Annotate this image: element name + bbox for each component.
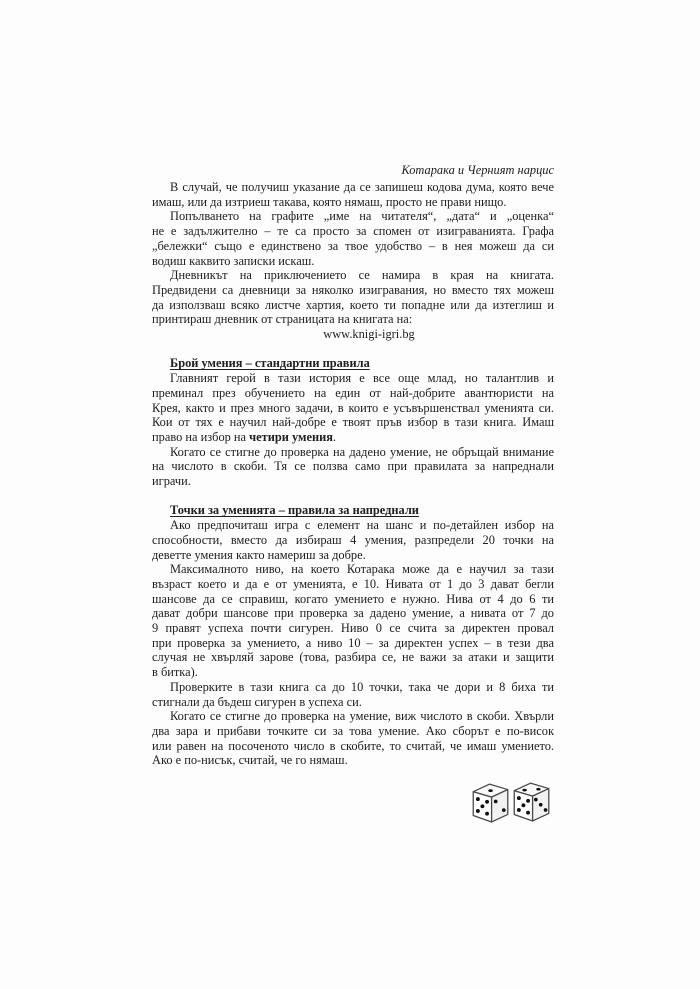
text-line: случая не хвърляй зарове (това, разбира се, не важи за атаки и защити <box>152 650 554 665</box>
dice-illustration <box>466 780 556 824</box>
text-line: на числото в скоби. Тя се ползва само при правилата за напреднали <box>152 459 554 474</box>
text-line: Кои от тях е научил най-добре е твоят пръв избор в тази книга. Имаш <box>152 415 554 430</box>
text-line: водиш каквито записки искаш. <box>152 253 315 268</box>
text-line: имаш, или да изтриеш такава, която нямаш, просто не прави нищо. <box>152 194 507 209</box>
text-line: Ако предпочиташ игра с елемент на шанс и по-детайлен избор на <box>170 518 554 533</box>
paragraph <box>152 518 554 562</box>
text-line: Попълването на графите „име на читателя“, „дата“ и „оценка“ <box>170 209 554 224</box>
text-line: или равен на посоченото число в скобите, то считай, че имаш умението. <box>152 738 554 753</box>
running-head: Котарака и Черният нарцис <box>401 163 554 177</box>
paragraph <box>152 180 554 209</box>
text-line: Главният герой в тази история е все още млад, но талантлив и <box>170 371 554 386</box>
text-line: преминал през обучението на един от най-добрите авантюристи на <box>152 385 554 400</box>
section-heading: Точки за уменията – правила за напреднали <box>170 503 419 518</box>
text-line: Дневникът на приключението се намира в края на книгата. <box>170 268 554 283</box>
text-line: Крея, както и през много задачи, в които е усъвършенствал уменията си. <box>152 400 554 415</box>
text-line: Проверките в тази книга са до 10 точки, така че дори и 8 биха ти <box>170 679 554 694</box>
text-line: при проверка за умението, а ниво 10 – за директен успех – в тези два <box>152 635 554 650</box>
paragraph <box>152 371 554 445</box>
standard-rules-section <box>152 356 554 488</box>
dice-icon <box>514 783 549 821</box>
text-line: Максималното ниво, на което Котарака може да е научил за тази <box>170 562 554 577</box>
text-line: принтираш дневник от страницата на книгата на: <box>152 312 413 327</box>
text-line: играчи. <box>152 474 191 489</box>
text-line: Когато се стигне до проверка на дадено умение, не обръщай внимание <box>170 444 554 459</box>
text-line: два зара и прибави точките си за това умение. Ако сборът е по-висок <box>152 723 554 738</box>
text-line: не е задължително – те са просто за спомен от изиграванията. Графа <box>152 224 554 239</box>
text-column <box>152 163 554 768</box>
text-line: Предвидени са дневници за няколко изигравания, но вместо тях можеш <box>152 282 554 297</box>
text-line: Когато се стигне до проверка на умение, виж числото в скоби. Хвърли <box>170 709 554 724</box>
spacer <box>152 489 554 504</box>
paragraph <box>152 562 554 680</box>
text-line: деветте умения както намериш за добре. <box>152 547 366 562</box>
spacer <box>152 342 554 357</box>
dice-icon <box>473 784 508 822</box>
text-line: „бележки“ също е единствено за твое удобство – в нея можеш да си <box>152 238 554 253</box>
text-line: Ако е по-нисък, считай, че го нямаш. <box>152 753 348 768</box>
paragraph <box>152 445 554 489</box>
emphasis-text: четири умения <box>249 429 333 444</box>
text-line: възраст което и да е от уменията, е 10. Нивата от 1 до 3 дават бегли <box>152 576 554 591</box>
paragraph <box>152 709 554 768</box>
paragraph <box>152 268 554 327</box>
advanced-rules-section <box>152 503 554 768</box>
section-heading: Брой умения – стандартни правила <box>170 356 370 371</box>
paragraph <box>152 680 554 709</box>
text-line: 9 правят успеха почти сигурен. Ниво 0 се счита за директен провал <box>152 621 554 636</box>
text-line: дават добри шансове при проверка за дадено умение, а нивата от 7 до <box>152 606 554 621</box>
text-line: в битка). <box>152 665 198 680</box>
text-line: шансове да се справиш, когато умението е нужно. Нива от 4 до 6 ти <box>152 591 554 606</box>
text-line: стигнали да бъдеш сигурен в успеха си. <box>152 694 362 709</box>
website-address: www.knigi-igri.bg <box>323 327 415 342</box>
paragraph <box>152 209 554 268</box>
text-line: да използваш всяко листче хартия, което ти попадне или да изтеглиш и <box>152 297 554 312</box>
text-segment: . <box>332 429 337 444</box>
text-line: способности, вместо да избираш 4 умения, разпредели 20 точки на <box>152 532 554 547</box>
text-segment: право на избор на <box>152 429 250 444</box>
intro-section <box>152 180 554 342</box>
text-line <box>152 430 554 445</box>
text-line: В случай, че получиш указание да се запишеш кодова дума, която вече <box>170 179 554 194</box>
